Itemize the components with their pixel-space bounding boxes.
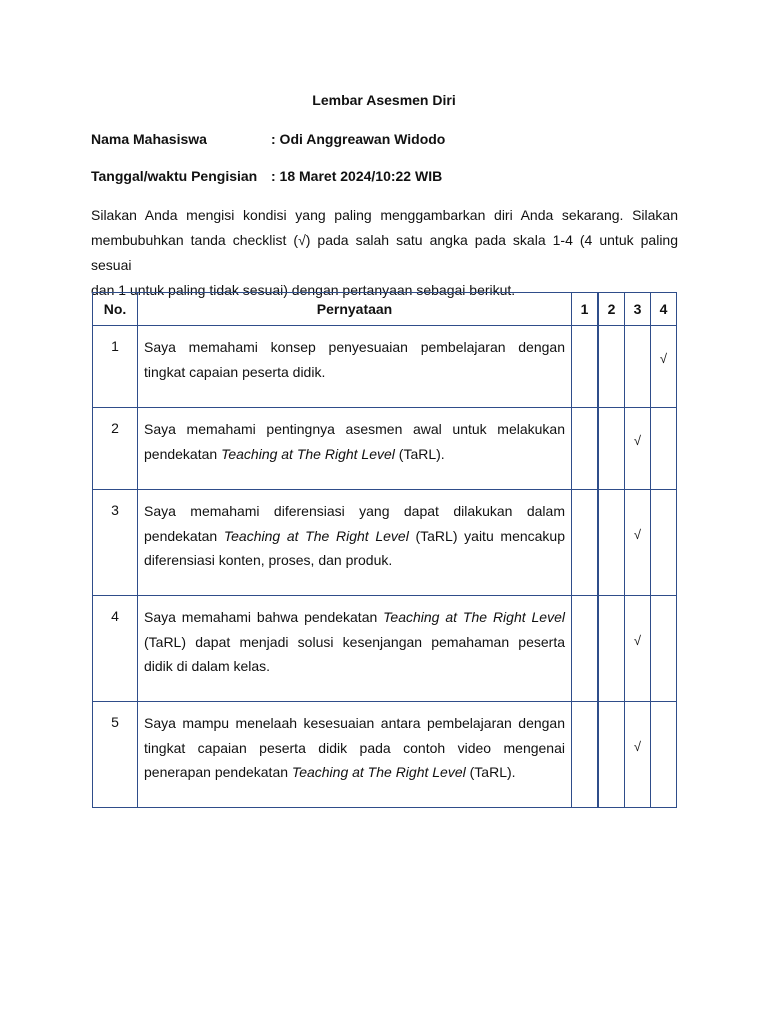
- header-statement: Pernyataan: [138, 293, 572, 326]
- scale-4-cell: [651, 596, 677, 702]
- row-number: 3: [93, 490, 138, 596]
- scale-3-cell: [625, 490, 651, 596]
- student-name-label: Nama Mahasiswa: [91, 131, 207, 147]
- student-name-value: : Odi Anggreawan Widodo: [271, 131, 446, 147]
- header-scale-3: 3: [625, 293, 651, 326]
- fill-date-row: [91, 168, 442, 184]
- statement-text: (TaRL) yaitu mencakup diferensiasi konten, proses, dan produk.: [144, 527, 565, 568]
- scale-2-cell: [598, 408, 625, 490]
- scale-2-cell: [598, 596, 625, 702]
- statement-cell: [138, 490, 572, 596]
- scale-1-cell: [572, 408, 599, 490]
- scale-2-cell: [598, 702, 625, 808]
- statement-italic-text: Teaching at The Right Level: [221, 445, 395, 462]
- table-row: [93, 408, 677, 490]
- scale-1-cell: [572, 326, 599, 408]
- scale-4-cell: [651, 408, 677, 490]
- header-scale-2: 2: [598, 293, 625, 326]
- checkmark-icon: √: [633, 433, 642, 448]
- scale-1-cell: [572, 702, 599, 808]
- fill-date-value: : 18 Maret 2024/10:22 WIB: [271, 168, 443, 184]
- checkmark-icon: √: [633, 527, 642, 542]
- statement-text: Saya memahami diferensiasi yang dapat dilakukan dalam pendekatan: [144, 503, 565, 544]
- statement-text: (TaRL) dapat menjadi solusi kesenjangan pemahaman peserta didik di dalam kelas.: [144, 633, 565, 674]
- scale-2-cell: [598, 490, 625, 596]
- statement-italic-text: Teaching at The Right Level: [383, 609, 565, 625]
- checkmark-icon: √: [659, 351, 668, 366]
- self-assessment-table: [92, 292, 677, 808]
- instructions-line: dan 1 untuk paling tidak sesuai) dengan pertanyaan sebagai berikut.: [91, 282, 516, 298]
- row-number: 4: [93, 596, 138, 702]
- statement-text: Saya mampu menelaah kesesuaian antara pembelajaran dengan tingkat capaian peserta didik pada contoh video mengenai penerapan pendekatan: [144, 715, 565, 780]
- scale-3-cell: [625, 326, 651, 408]
- instructions-paragraph: [91, 203, 678, 303]
- scale-3-cell: [625, 702, 651, 808]
- page-title: Lembar Asesmen Diri: [312, 92, 456, 108]
- scale-4-cell: [651, 490, 677, 596]
- table-header-row: [93, 293, 677, 326]
- row-number: 5: [93, 702, 138, 808]
- scale-1-cell: [572, 596, 599, 702]
- row-number: 2: [93, 408, 138, 490]
- checkmark-icon: √: [633, 739, 642, 754]
- scale-3-cell: [625, 596, 651, 702]
- statement-text: Saya memahami bahwa pendekatan: [144, 609, 384, 625]
- checkmark-icon: √: [633, 633, 642, 648]
- scale-1-cell: [572, 490, 599, 596]
- student-name-row: [91, 131, 445, 147]
- statement-cell: [138, 326, 572, 408]
- header-no: No.: [93, 293, 138, 326]
- statement-cell: [138, 596, 572, 702]
- table-row: [93, 326, 677, 408]
- row-number: 1: [93, 326, 138, 408]
- table-row: [93, 490, 677, 596]
- table-row: [93, 596, 677, 702]
- statement-italic-text: Teaching at The Right Level: [223, 527, 409, 544]
- statement-cell: [138, 408, 572, 490]
- statement-text: (TaRL).: [465, 764, 516, 780]
- scale-4-cell: [651, 326, 677, 408]
- statement-text: (TaRL).: [394, 445, 445, 462]
- scale-2-cell: [598, 326, 625, 408]
- header-scale-1: 1: [572, 293, 599, 326]
- instructions-line: Silakan Anda mengisi kondisi yang paling menggambarkan diri Anda sekarang. Silakan: [91, 207, 678, 223]
- scale-4-cell: [651, 702, 677, 808]
- statement-text: Saya memahami konsep penyesuaian pembelajaran dengan tingkat capaian peserta didik.: [144, 339, 565, 380]
- header-scale-4: 4: [651, 293, 677, 326]
- statement-text: Saya memahami pentingnya asesmen awal untuk melakukan pendekatan: [144, 421, 565, 462]
- fill-date-label: Tanggal/waktu Pengisian: [91, 168, 258, 184]
- scale-3-cell: [625, 408, 651, 490]
- statement-cell: [138, 702, 572, 808]
- statement-italic-text: Teaching at The Right Level: [291, 764, 466, 780]
- table-row: [93, 702, 677, 808]
- instructions-line: membubuhkan tanda checklist (√) pada salah satu angka pada skala 1-4 (4 untuk paling sesuai: [91, 232, 678, 273]
